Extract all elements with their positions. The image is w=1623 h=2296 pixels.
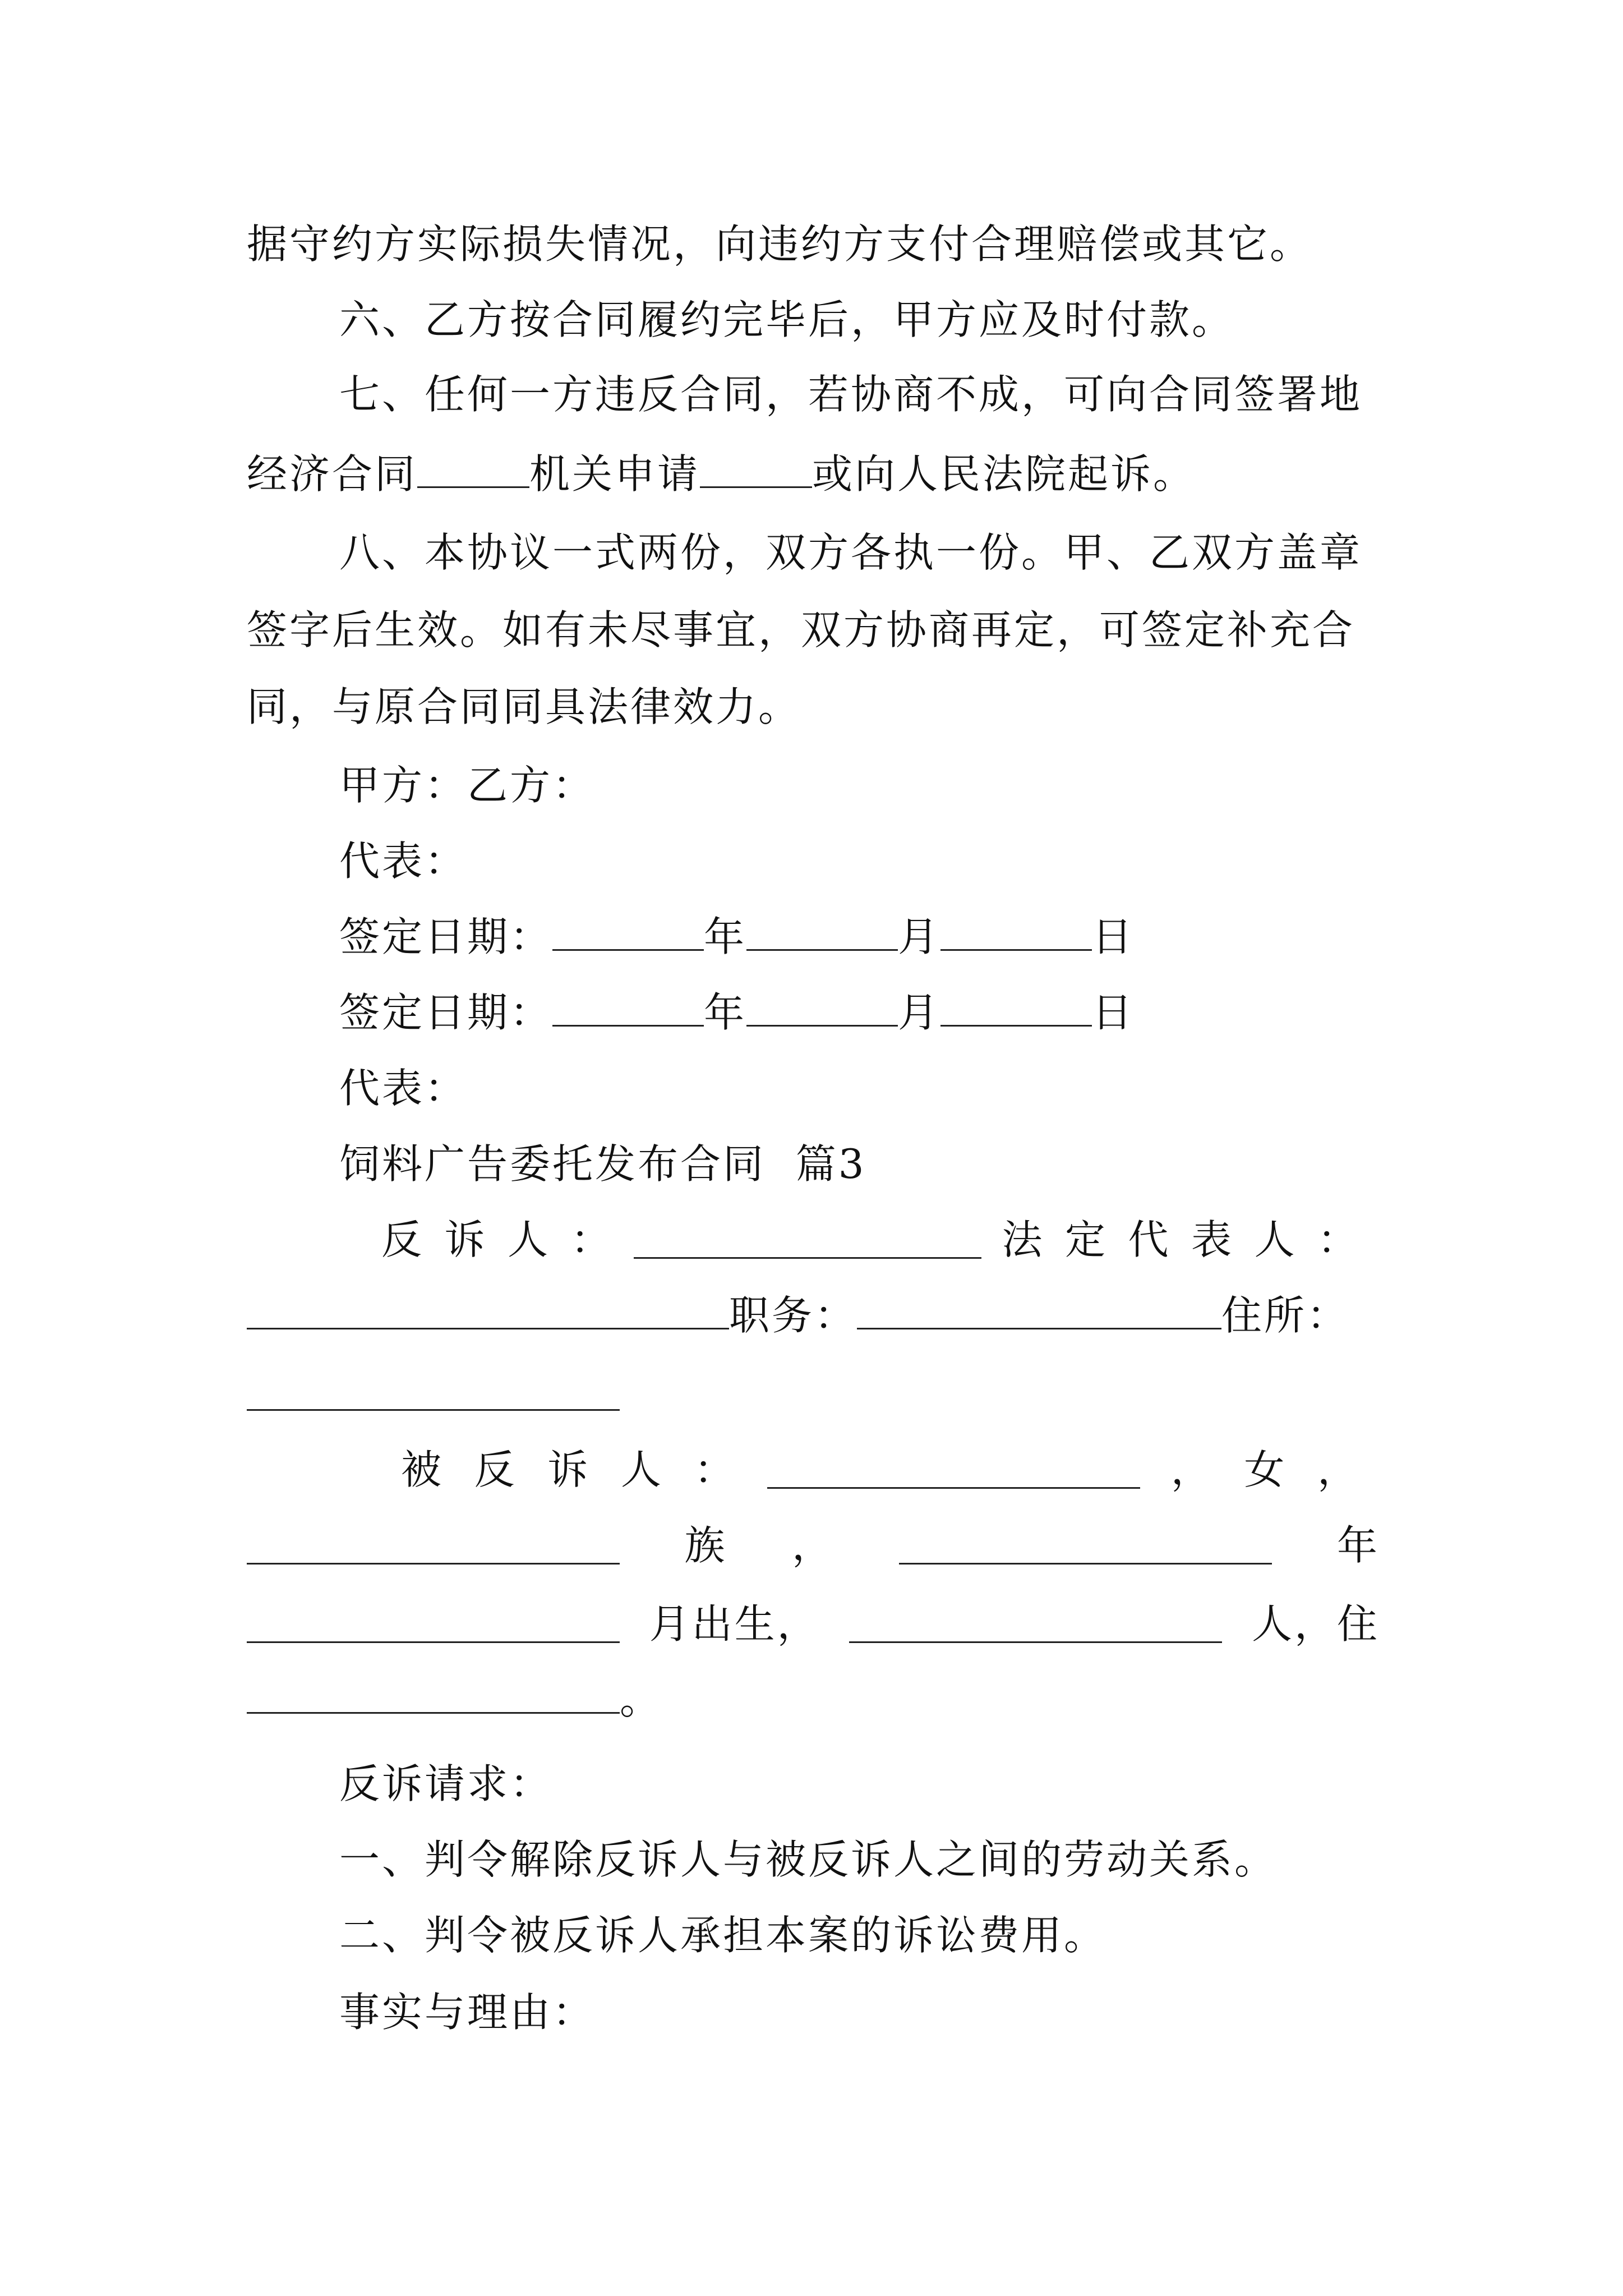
facts-title [339,1981,1391,2043]
text: 职务： [729,1292,857,1339]
blank-field [247,1408,620,1411]
text: 甲方：乙方： [339,762,596,809]
text: 签定日期： [339,989,553,1036]
blank-field [899,1522,1272,1565]
sign-date-line [339,982,1391,1043]
text: 反 [474,1446,517,1493]
text: 月出生， [649,1600,820,1648]
request-2 [339,1904,1391,1966]
request-1 [339,1829,1391,1890]
blank-field [746,984,898,1027]
text: 饲料广告委托发布合同 篇3 [339,1140,866,1188]
representative-line [339,830,1391,892]
blank-field [247,1601,620,1643]
text: 反 [381,1216,425,1263]
birth-line [247,1593,1380,1655]
text: 年 [704,989,747,1036]
text: 代表： [339,1065,468,1112]
request-title [339,1753,1391,1815]
blank-field [700,446,812,488]
blank-field [940,984,1092,1027]
text: 人 [508,1216,551,1263]
text: 代 [1128,1216,1171,1263]
blank-field [417,446,529,488]
blank-field [247,1672,620,1714]
counter-claimant-line [381,1209,1360,1271]
text: 月 [898,989,941,1036]
respondent-line [401,1439,1360,1501]
text: 月 [898,913,941,960]
text: 被 [401,1446,444,1493]
text: ， [1317,1446,1360,1493]
text: 同，与原合同同具法律效力。 [247,683,801,730]
text: 二、判令被反诉人承担本案的诉讼费用。 [339,1912,1107,1959]
clause-8-line1 [339,522,1391,583]
text: 据守约方实际损失情况，向违约方支付合理赔偿或其它。 [247,220,1313,268]
text: 人 [620,1446,663,1493]
blank-field [552,984,704,1027]
text: ： [694,1446,737,1493]
clause-6 [339,289,1391,351]
text: 签字后生效。如有未尽事宜，双方协商再定，可签定补充合 [247,606,1355,654]
text: 法 [1002,1216,1045,1263]
text: 定 [1064,1216,1108,1263]
paragraph-line [247,213,1391,275]
sign-date-line [339,906,1391,968]
text: 住所： [1221,1292,1350,1339]
text: 事实与理由： [339,1989,596,2036]
text: 签定日期： [339,913,553,960]
text: 代表： [339,838,468,885]
text: ： [1317,1216,1360,1263]
party-line [339,754,1391,816]
blank-field [746,909,898,951]
blank-field [849,1601,1222,1643]
ethnicity-line [247,1515,1380,1576]
blank-field [857,1287,1221,1329]
text: ： [570,1216,614,1263]
text: 经济合同 [247,450,418,498]
text: 年 [1336,1522,1380,1569]
blank-field [552,909,704,951]
text: 。 [620,1676,663,1723]
clause-8-line2 [247,599,1391,661]
text: 女 [1244,1446,1287,1493]
text: 日 [1092,913,1135,960]
text: 八、本协议一式两份，双方各执一份。甲、乙双方盖章 [339,529,1363,576]
text: 机关申请 [529,450,700,498]
text: ， [791,1522,834,1569]
text: 诉 [547,1446,591,1493]
duty-address-line [247,1285,1391,1346]
clause-8-line3 [247,676,1391,738]
text: 六、乙方按合同履约完毕后，甲方应及时付款。 [339,296,1235,343]
residence-line [247,1669,1391,1731]
blank-field [247,1287,729,1329]
blank-field [767,1447,1140,1489]
representative-line [339,1057,1391,1119]
text: 族 [684,1522,727,1569]
blank-field [940,909,1092,951]
text: 一、判令解除反诉人与被反诉人之间的劳动关系。 [339,1836,1278,1883]
clause-7-line2 [247,443,1391,505]
text: 七、任何一方违反合同，若协商不成，可向合同签署地 [339,371,1363,418]
text: 诉 [444,1216,487,1263]
text: 日 [1092,989,1135,1036]
text: 人，住 [1251,1600,1380,1648]
text: ， [1170,1446,1214,1493]
section-title [339,1133,1391,1195]
clause-7-line1 [339,364,1391,425]
text: 反诉请求： [339,1760,553,1807]
blank-field [634,1217,981,1259]
text: 人 [1254,1216,1297,1263]
text: 年 [704,913,747,960]
text: 或向人民法院起诉。 [812,450,1196,498]
text: 表 [1191,1216,1234,1263]
blank-field [247,1522,620,1565]
